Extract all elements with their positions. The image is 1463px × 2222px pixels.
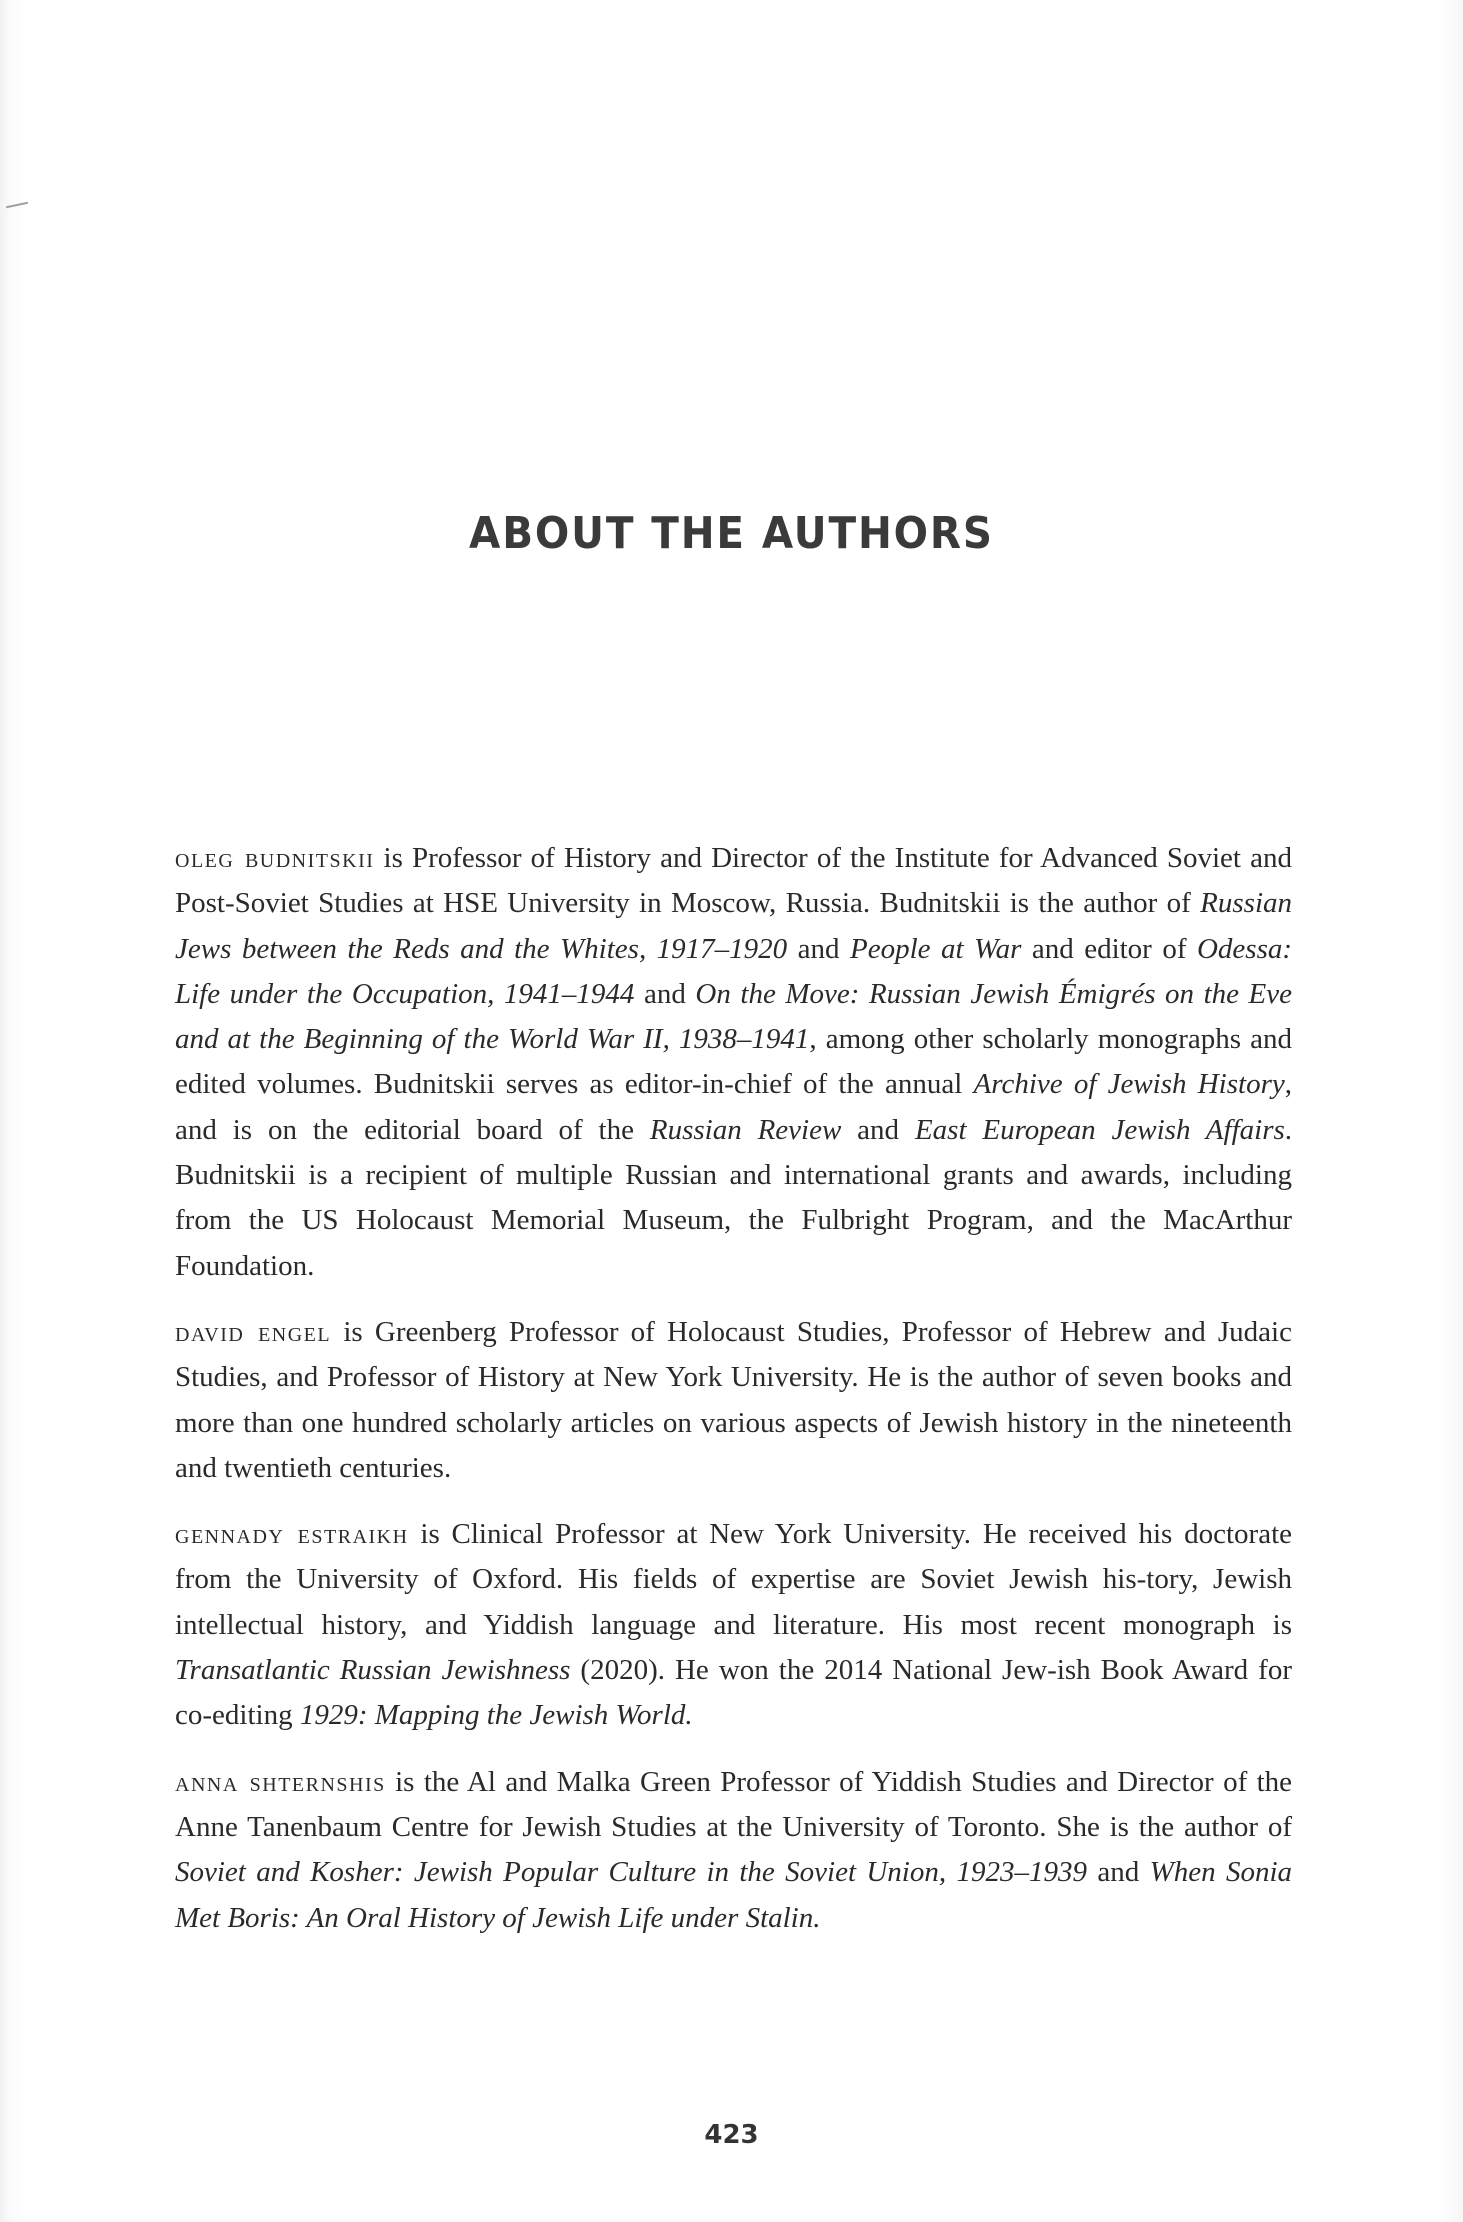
bio-paragraph xyxy=(175,1310,1292,1491)
body-text: . Budnitskii is a recipient of multiple Russian and international grants and awards, including from the US Holocaust Memorial Museum, the Fulbright Program, and the MacArthur Foundation. xyxy=(175,1113,1293,1282)
italic-title-text: Soviet and Kosher: Jewish Popular Culture in the Soviet Union, 1923–1939 xyxy=(175,1856,1087,1889)
bio-text xyxy=(175,1316,1292,1484)
body-text: is Professor of History and Director of the Institute for Advanced Soviet and Post-Soviet Studies at HSE University in Moscow, Russia. Budnitskii is the author of xyxy=(175,842,1292,920)
body-text: and xyxy=(634,977,696,1010)
italic-title-text: 1929: Mapping the Jewish World. xyxy=(299,1699,693,1732)
body-text: is Greenberg Professor of Holocaust Studies, Professor of Hebrew and Judaic Studies, and Professor of History at New York University. He is the author of seven books and more than one hundred scholarly articles on various aspects of Jewish history in the nineteenth and twentieth centuries. xyxy=(175,1315,1292,1484)
italic-title-text: Archive of Jewish History xyxy=(973,1068,1285,1101)
author-name: gennady estraikh xyxy=(175,1518,409,1551)
page-number: 423 xyxy=(704,2120,759,2150)
body-text: and xyxy=(1086,1856,1150,1889)
italic-title-text: Transatlantic Russian Jewishness xyxy=(175,1654,571,1687)
body-text: and editor of xyxy=(1021,932,1197,965)
italic-title-text: People at War xyxy=(850,932,1022,965)
body-text: , and is on the editorial board of the xyxy=(175,1068,1292,1146)
bio-paragraph xyxy=(175,836,1292,1289)
body-text: is Clinical Professor at New York University. He received his doctorate from the University of Oxford. His fields of expertise are Soviet Jewish his-tory, Jewish intellectual history, and Yiddish language and literature. His most recent monograph is xyxy=(175,1518,1293,1641)
author-name: oleg budnitskii xyxy=(175,842,375,874)
italic-title-text: Russian Review xyxy=(649,1113,842,1146)
body-text: is the Al and Malka Green Professor of Yiddish Studies and Director of the Anne Tanenbaum Centre for Jewish Studies at the University of Toronto. She is the author of xyxy=(175,1765,1293,1843)
italic-title-text: When Sonia Met Boris: An Oral History of Jewish Life under Stalin. xyxy=(175,1856,1293,1934)
bio-paragraph xyxy=(175,1512,1292,1738)
author-name: david engel xyxy=(175,1315,332,1348)
scan-artifact-mark xyxy=(6,202,28,209)
body-text: and xyxy=(841,1113,915,1146)
bio-paragraph xyxy=(175,1760,1292,1941)
body-text: , among other scholarly monographs and edited volumes. Budnitskii serves as editor-in-chief of the annual xyxy=(175,1023,1292,1101)
body-text: (2020). He won the 2014 National Jew-ish Book Award for co-editing xyxy=(175,1654,1292,1732)
italic-title-text: Russian Jews between the Reds and the Whites, 1917–1920 xyxy=(175,887,1292,965)
bio-text xyxy=(175,842,1292,1282)
page-title: ABOUT THE AUTHORS xyxy=(469,508,994,559)
italic-title-text: Odessa: Life under the Occupation, 1941–1944 xyxy=(175,932,1293,1010)
author-name: anna shternshis xyxy=(175,1765,386,1798)
italic-title-text: East European Jewish Affairs xyxy=(914,1113,1285,1146)
author-bios xyxy=(175,836,1292,1962)
body-text: and xyxy=(787,932,851,965)
italic-title-text: On the Move: Russian Jewish Émigrés on the Eve and at the Beginning of the World War II, 1938–1941 xyxy=(175,977,1292,1056)
